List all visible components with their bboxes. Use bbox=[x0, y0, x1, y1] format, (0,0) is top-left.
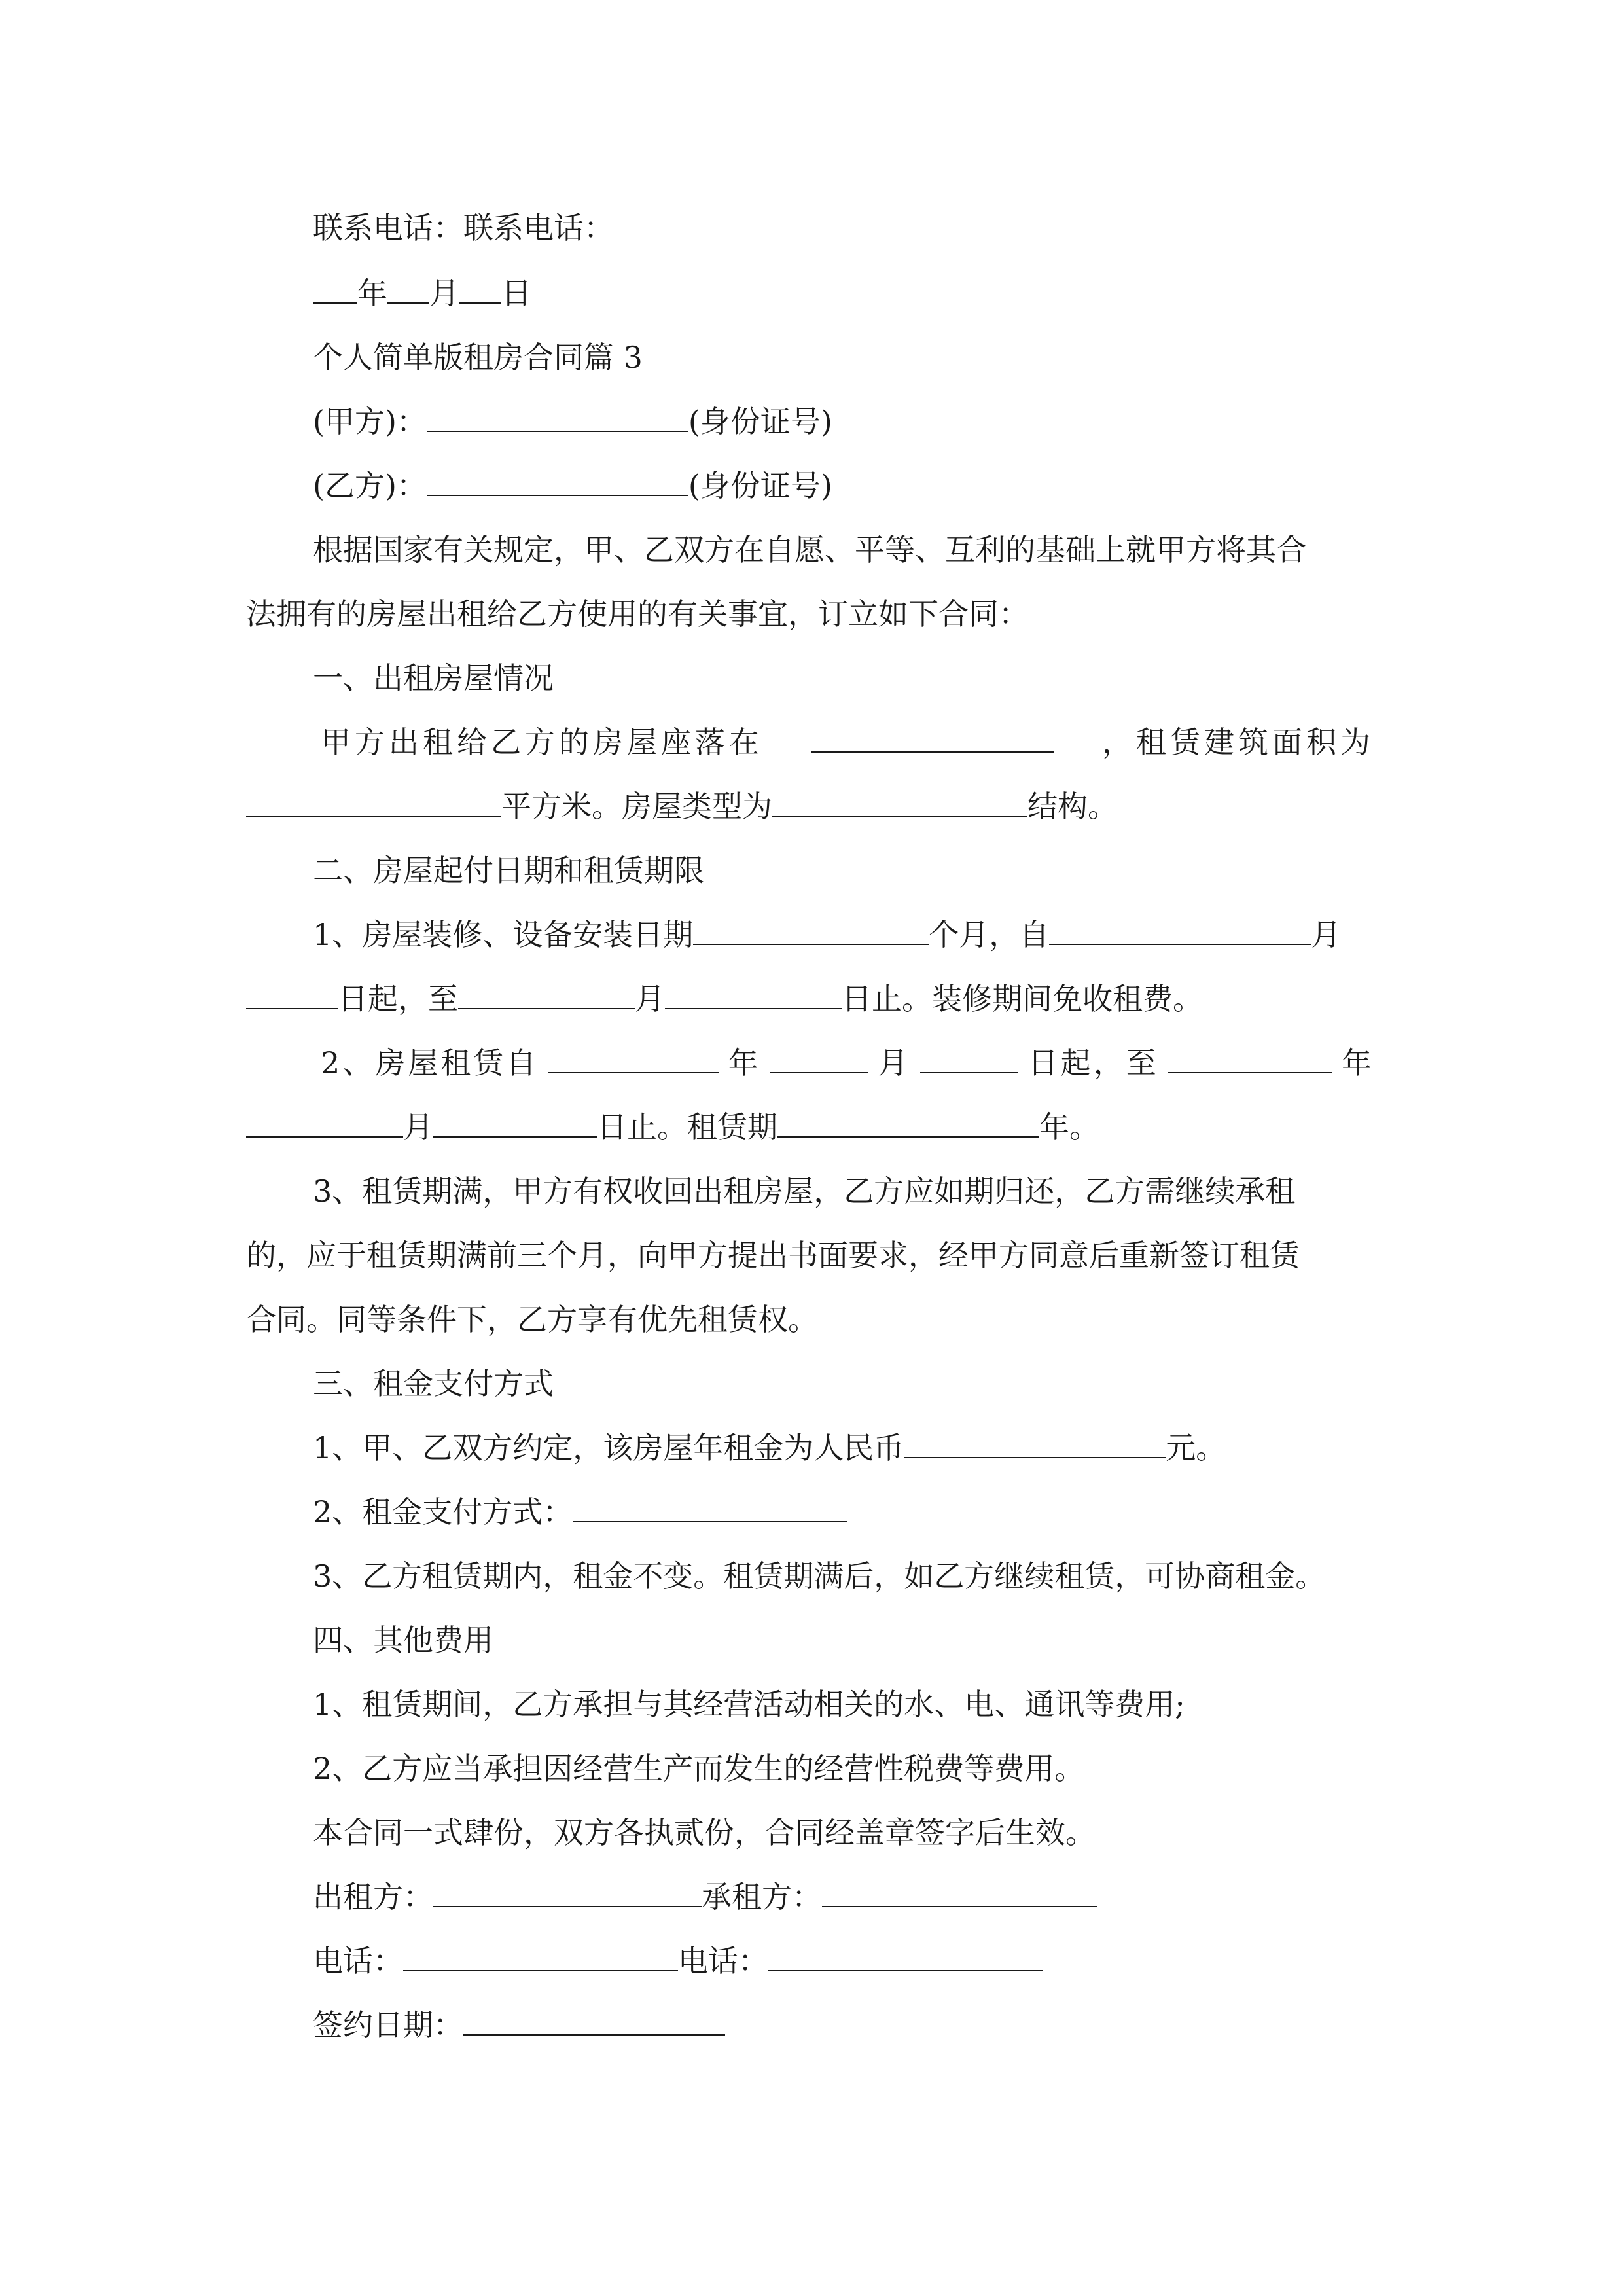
lessor-phone-blank bbox=[403, 1941, 678, 1971]
section-2-item-3-line-1: 3、租赁期满，甲方有权收回出租房屋，乙方应如期归还，乙方需继续承租 bbox=[313, 1174, 1296, 1209]
lessor-blank bbox=[433, 1877, 702, 1907]
section-4-heading: 四、其他费用 bbox=[313, 1623, 493, 1658]
lease-end-month-blank bbox=[246, 1107, 403, 1138]
section-2-item-2-line-1: 2、房屋租赁自 年 月 日起，至 年 bbox=[321, 1043, 1374, 1083]
section-3-heading: 三、租金支付方式 bbox=[313, 1366, 554, 1401]
section-2-item-2-line-2: 月 日止。租赁期 年。 bbox=[246, 1107, 1398, 1147]
section-2-heading: 二、房屋起付日期和租赁期限 bbox=[313, 853, 704, 888]
lease-term-blank bbox=[777, 1107, 1039, 1138]
party-b-id-label: (身份证号) bbox=[688, 468, 832, 503]
section-1-heading: 一、出租房屋情况 bbox=[313, 660, 554, 696]
renovation-start-blank bbox=[1049, 915, 1311, 945]
party-a-label: (甲方)： bbox=[313, 404, 427, 439]
lessor-phone-label: 电话： bbox=[313, 1943, 403, 1979]
lessor-label: 出租方： bbox=[313, 1879, 433, 1914]
section-3-item-3: 3、乙方租赁期内，租金不变。租赁期满后，如乙方继续租赁，可协商租金。 bbox=[313, 1558, 1326, 1594]
lease-start-year-blank bbox=[548, 1043, 719, 1073]
party-b-blank bbox=[427, 466, 688, 496]
month-blank bbox=[387, 274, 429, 304]
area-label: ，租赁建筑面积为 bbox=[1102, 725, 1374, 760]
lease-end-year-blank bbox=[1168, 1043, 1332, 1073]
phone-line bbox=[313, 1941, 1465, 1981]
sign-date-blank bbox=[463, 2005, 725, 2036]
party-a-line bbox=[313, 402, 1465, 441]
party-a-blank bbox=[427, 402, 688, 432]
year-label: 年 bbox=[357, 276, 387, 311]
section-2-item-3-line-2: 的，应于租赁期满前三个月，向甲方提出书面要求，经甲方同意后重新签订租赁 bbox=[246, 1238, 1300, 1273]
section-3-item-2: 2、租金支付方式： bbox=[313, 1492, 1465, 1532]
lease-start-month-blank bbox=[770, 1043, 868, 1073]
renovation-months-blank bbox=[693, 915, 929, 945]
contract-title: 个人简单版租房合同篇 3 bbox=[313, 340, 643, 375]
contact-label: 联系电话：联系电话： bbox=[313, 210, 614, 245]
section-1-line-1 bbox=[321, 723, 1374, 762]
location-blank bbox=[812, 723, 1054, 753]
month-label: 月 bbox=[429, 276, 459, 311]
party-b-label: (乙方)： bbox=[313, 468, 427, 503]
sign-date-line bbox=[313, 2005, 1465, 2045]
structure-label: 结构。 bbox=[1027, 789, 1118, 824]
party-b-line bbox=[313, 466, 1465, 505]
lessee-phone-label: 电话： bbox=[678, 1943, 768, 1979]
year-blank bbox=[313, 274, 357, 304]
lessee-phone-blank bbox=[768, 1941, 1043, 1971]
day-blank bbox=[459, 274, 501, 304]
lease-end-day-blank bbox=[433, 1107, 597, 1138]
section-2-item-1-line-1: 1、房屋装修、设备安装日期 个月，自 月 bbox=[313, 915, 1465, 954]
lessee-label: 承租方： bbox=[702, 1879, 822, 1914]
annual-rent-blank bbox=[904, 1428, 1166, 1458]
party-a-id-label: (身份证号) bbox=[688, 404, 832, 439]
renovation-end-day-blank bbox=[665, 979, 842, 1009]
lessee-blank bbox=[822, 1877, 1097, 1907]
lease-start-day-blank bbox=[920, 1043, 1018, 1073]
house-type-blank bbox=[772, 787, 1027, 817]
signature-line bbox=[313, 1877, 1465, 1916]
section-2-item-3-line-3: 合同。同等条件下，乙方享有优先租赁权。 bbox=[246, 1302, 818, 1337]
intro-line-2: 法拥有的房屋出租给乙方使用的有关事宜，订立如下合同： bbox=[246, 596, 1029, 632]
intro-line-1: 根据国家有关规定，甲、乙双方在自愿、平等、互利的基础上就甲方将其合 bbox=[313, 532, 1306, 567]
section-4-item-1: 1、租赁期间，乙方承担与其经营活动相关的水、电、通讯等费用; bbox=[313, 1687, 1185, 1722]
section-2-item-1-line-2: 日起，至 月 日止。装修期间免收租费。 bbox=[246, 979, 1398, 1018]
location-label: 甲方出租给乙方的房屋座落在 bbox=[321, 725, 763, 760]
area-blank bbox=[246, 787, 501, 817]
house-type-label: 平方米。房屋类型为 bbox=[501, 789, 772, 824]
renovation-start-day-blank bbox=[246, 979, 338, 1009]
section-1-line-2 bbox=[246, 787, 1398, 826]
contact-line bbox=[313, 208, 1465, 247]
sign-date-label: 签约日期： bbox=[313, 2007, 463, 2043]
section-4-item-2: 2、乙方应当承担因经营生产而发生的经营性税费等费用。 bbox=[313, 1751, 1085, 1786]
copies-clause: 本合同一式肆份，双方各执贰份，合同经盖章签字后生效。 bbox=[313, 1815, 1096, 1850]
date-line bbox=[313, 274, 1465, 313]
day-label: 日 bbox=[501, 276, 531, 311]
section-3-item-1: 1、甲、乙双方约定，该房屋年租金为人民币 元。 bbox=[313, 1428, 1465, 1467]
renovation-end-month-blank bbox=[458, 979, 635, 1009]
payment-method-blank bbox=[573, 1492, 847, 1522]
